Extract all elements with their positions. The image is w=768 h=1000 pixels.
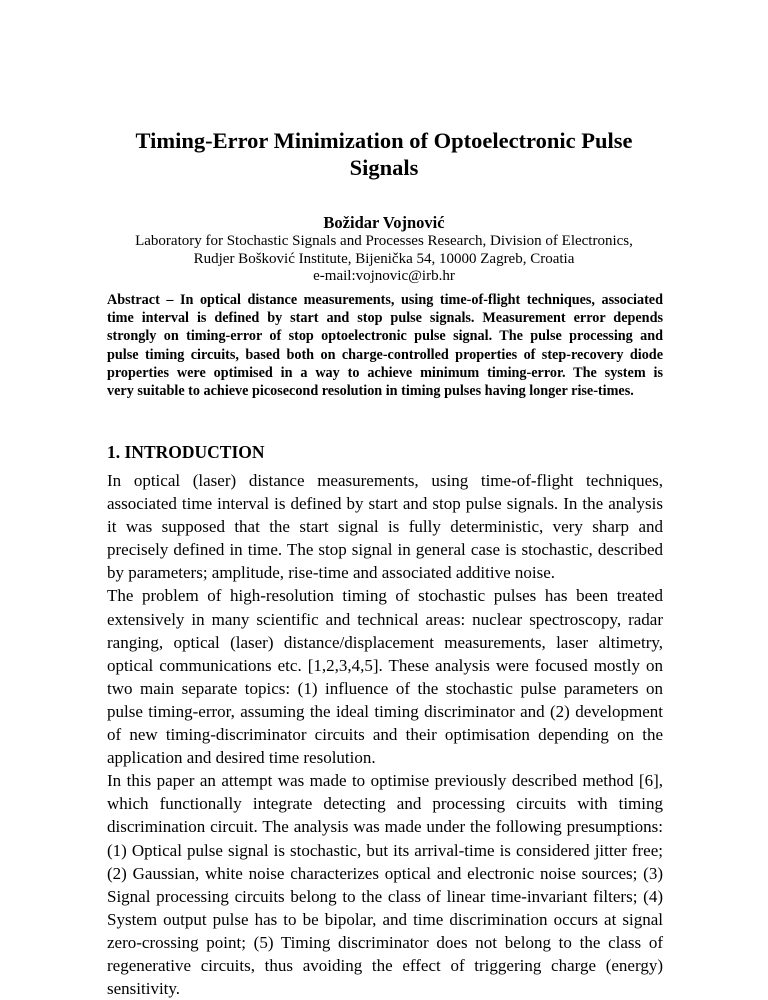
text-line: (2) Gaussian, white noise characterizes optical and electronic noise sources; (3) <box>107 863 663 883</box>
text-line: ranging, optical (laser) distance/displacement measurements, laser altimetry, <box>107 632 663 652</box>
text-line: very suitable to achieve picosecond resolution in timing pulses having longer rise-times. <box>107 383 634 400</box>
author-name: Božidar Vojnović <box>323 213 445 232</box>
text-line: Signal processing circuits belong to the class of linear time-invariant filters; (4) <box>107 886 663 906</box>
text-line: In optical (laser) distance measurements, using time-of-flight techniques, <box>107 471 663 490</box>
section-heading: 1. INTRODUCTION <box>107 442 265 462</box>
paragraph <box>107 769 663 1000</box>
text-line: two main separate topics: (1) influence of the stochastic pulse parameters on <box>107 678 663 698</box>
text-line: of new timing-discriminator circuits and their optimisation depending on the <box>107 725 663 745</box>
text-line: which functionally integrate detecting and processing circuits with timing <box>107 794 663 814</box>
text-line: by parameters; amplitude, rise-time and associated additive noise. <box>107 563 555 583</box>
affiliation-line: Laboratory for Stochastic Signals and Processes Research, Division of Electronics, <box>135 233 633 249</box>
text-line: time interval is defined by start and stop pulse signals. Measurement error depends <box>107 310 663 327</box>
affiliation <box>0 233 768 286</box>
text-line: pulse timing-error, assuming the ideal timing discriminator and (2) development <box>107 701 663 721</box>
abstract <box>107 291 663 400</box>
title-line: Signals <box>349 155 419 180</box>
text-line: regenerative circuits, thus avoiding the effect of triggering charge (energy) <box>107 955 663 975</box>
text-line: (1) Optical pulse signal is stochastic, but its arrival-time is considered jitter free; <box>107 840 663 860</box>
text-line: zero-crossing point; (5) Timing discriminator does not belong to the class of <box>107 932 663 952</box>
text-line: precisely defined in time. The stop signal in general case is stochastic, described <box>107 540 663 560</box>
body-text <box>107 469 663 1000</box>
text-line: pulse timing circuits, based both on charge-controlled properties of step-recovery diode <box>107 346 663 363</box>
title-line: Timing-Error Minimization of Optoelectronic Pulse <box>135 128 633 153</box>
text-line: application and desired time resolution. <box>107 748 376 768</box>
text-line: sensitivity. <box>107 979 181 999</box>
text-line: strongly on timing-error of stop optoelectronic pulse signal. The pulse processing and <box>107 328 663 345</box>
text-line: Abstract – In optical distance measurements, using time-of-flight techniques, associated <box>107 292 663 308</box>
text-line: it was supposed that the start signal is fully deterministic, very sharp and <box>107 517 663 537</box>
text-line: associated time interval is defined by start and stop pulse signals. In the analysis <box>107 494 663 514</box>
text-line: The problem of high-resolution timing of stochastic pulses has been treated <box>107 586 663 606</box>
text-line: properties were optimised in a way to achieve minimum timing-error. The system is <box>107 364 663 381</box>
text-line: discrimination circuit. The analysis was made under the following presumptions: <box>107 817 663 837</box>
text-line: optical communications etc. [1,2,3,4,5]. These analysis were focused mostly on <box>107 655 663 675</box>
paragraph <box>107 469 663 584</box>
email: e-mail:vojnovic@irb.hr <box>313 268 455 285</box>
paper-title <box>0 127 768 181</box>
affiliation-line: Rudjer Bošković Institute, Bijenička 54, 10000 Zagreb, Croatia <box>193 250 575 267</box>
text-line: System output pulse has to be bipolar, and time discrimination occurs at signal <box>107 909 663 929</box>
text-line: extensively in many scientific and technical areas: nuclear spectroscopy, radar <box>107 609 663 629</box>
paragraph <box>107 584 663 769</box>
text-line: In this paper an attempt was made to optimise previously described method [6], <box>107 771 663 791</box>
